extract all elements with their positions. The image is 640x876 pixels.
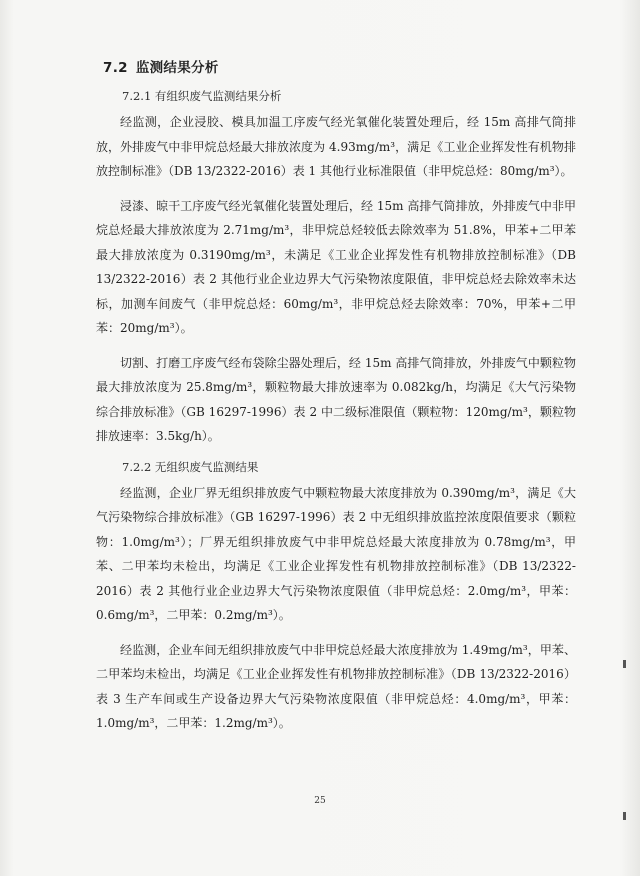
section-number: 7.2	[103, 60, 128, 76]
paragraph-organized-dipping: 经监测，企业浸胶、模具加温工序废气经光氧催化装置处理后，经 15m 高排气筒排放，外排废气中非甲烷总烃最大排放浓度为 4.93mg/m³，满足《工业企业挥发性有机物排放控制标准》（DB 13/2322-2016）表 1 其他行业标准限值（非甲烷总烃：80mg/m³）。	[96, 115, 576, 178]
scan-edge-mark	[623, 812, 626, 820]
subsection-heading-1	[122, 88, 576, 104]
subsection-title-1: 有组织废气监测结果分析	[154, 89, 282, 103]
subsection-title-2: 无组织废气监测结果	[154, 459, 259, 474]
page-number: 25	[314, 796, 326, 806]
subsection-heading-2	[122, 459, 576, 475]
paragraph-fugitive-workshop: 经监测，企业车间无组织排放废气中非甲烷总烃最大浓度排放为 1.49mg/m³，甲苯、二甲苯均未检出，均满足《工业企业挥发性有机物排放控制标准》（DB 13/2322-2016）表 3 生产车间或生产设备边界大气污染物浓度限值（非甲烷总烃：4.0mg/m³，甲苯：1.0mg/m³，二甲苯：1.2mg/m³）。	[96, 642, 576, 730]
section-title: 监测结果分析	[135, 60, 219, 76]
subsection-number-1: 7.2.1	[122, 89, 152, 103]
section-heading	[103, 56, 576, 76]
paragraph-organized-painting: 浸漆、晾干工序废气经光氧催化装置处理后，经 15m 高排气筒排放，外排废气中非甲烷总烃最大排放浓度为 2.71mg/m³，非甲烷总烃较低去除效率为 51.8%，甲苯+二甲苯最大排放浓度为 0.3190mg/m³，未满足《工业企业挥发性有机物排放控制标准》（DB 13/2322-2016）表 2 其他行业企业边界大气污染物浓度限值，非甲烷总烃去除效率未达标，加测车间废气（非甲烷总烃：60mg/m³，非甲烷总烃去除效率：70%，甲苯+二甲苯：20mg/m³）。	[96, 198, 576, 335]
paragraph-organized-cutting: 切割、打磨工序废气经布袋除尘器处理后，经 15m 高排气筒排放，外排废气中颗粒物最大排放浓度为 25.8mg/m³，颗粒物最大排放速率为 0.082kg/h，均满足《大气污染物综合排放标准》（GB 16297-1996）表 2 中二级标准限值（颗粒物：120mg/m³，颗粒物排放速率：3.5kg/h）。	[96, 355, 576, 443]
scan-edge-mark	[623, 660, 626, 668]
page-content	[96, 56, 576, 742]
subsection-number-2: 7.2.2	[122, 459, 152, 474]
paragraph-fugitive-boundary: 经监测，企业厂界无组织排放废气中颗粒物最大浓度排放为 0.390mg/m³，满足《大气污染物综合排放标准》（GB 16297-1996）表 2 中无组织排放监控浓度限值要求（颗粒物：1.0mg/m³）；厂界无组织排放废气中非甲烷总烃最大浓度排放为 0.78mg/m³，甲苯、二甲苯均未检出，均满足《工业企业挥发性有机物排放控制标准》（DB 13/2322-2016）表 2 其他行业企业边界大气污染物浓度限值（非甲烷总烃：2.0mg/m³，甲苯：0.6mg/m³，二甲苯：0.2mg/m³）。	[96, 485, 576, 622]
